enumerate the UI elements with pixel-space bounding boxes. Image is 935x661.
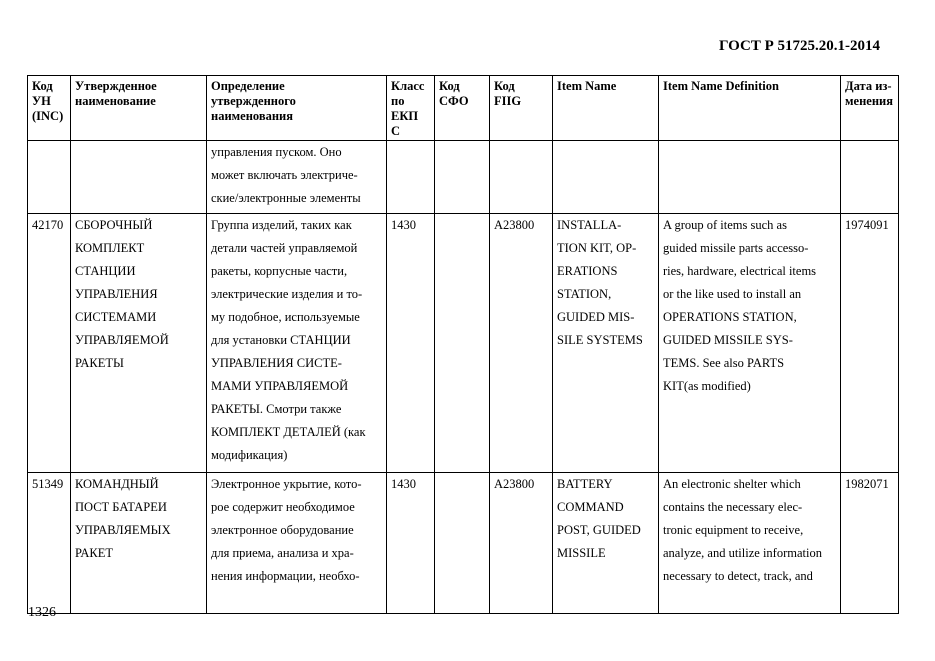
cell-line: УПРАВЛЯЕМОЙ xyxy=(75,333,169,347)
cell-line: КОМПЛЕКТ ДЕТАЛЕЙ (как xyxy=(211,425,366,439)
col-header xyxy=(841,76,899,141)
header-line: Item Name xyxy=(557,79,617,93)
cell-line: ries, hardware, electrical items xyxy=(663,264,817,278)
header-line: Дата из- xyxy=(845,79,892,93)
cell-line: TION KIT, OP- xyxy=(557,241,637,255)
cell-line: 1430 xyxy=(391,218,416,232)
cell-line: TEMS. See also PARTS xyxy=(663,356,785,370)
header-line: Item Name Definition xyxy=(663,79,779,93)
table-cell xyxy=(28,473,71,614)
cell-line: РАКЕТ xyxy=(75,546,113,560)
col-header xyxy=(490,76,553,141)
header-line: по xyxy=(391,94,405,108)
cell-line: СИСТЕМАМИ xyxy=(75,310,157,324)
table-cell xyxy=(490,214,553,473)
header-line: ЕКП xyxy=(391,109,419,123)
cell-line: An electronic shelter which xyxy=(663,477,801,491)
header-line: утвержденного xyxy=(211,94,296,108)
cell-line: STATION, xyxy=(557,287,612,301)
col-header xyxy=(659,76,841,141)
cell-line: OPERATIONS STATION, xyxy=(663,310,797,324)
table-row xyxy=(28,214,899,473)
table-cell xyxy=(28,214,71,473)
table-cell xyxy=(841,141,899,214)
table-cell xyxy=(435,214,490,473)
header-line: Класс xyxy=(391,79,425,93)
cell-line: GUIDED MISSILE SYS- xyxy=(663,333,793,347)
table-row xyxy=(28,473,899,614)
col-header xyxy=(435,76,490,141)
cell-line: 51349 xyxy=(32,477,64,491)
header-line: менения xyxy=(845,94,893,108)
table-cell xyxy=(387,473,435,614)
cell-line: РАКЕТЫ xyxy=(75,356,124,370)
cell-line: му подобное, используемые xyxy=(211,310,360,324)
header-line: Утвержденное xyxy=(75,79,157,93)
cell-line: MISSILE xyxy=(557,546,606,560)
table-cell xyxy=(387,141,435,214)
cell-line: ERATIONS xyxy=(557,264,618,278)
cell-line: для установки СТАНЦИИ xyxy=(211,333,351,347)
table-cell xyxy=(553,214,659,473)
table-cell xyxy=(71,473,207,614)
table-cell xyxy=(659,214,841,473)
cell-line: детали частей управляемой xyxy=(211,241,358,255)
cell-line: guided missile parts accesso- xyxy=(663,241,809,255)
cell-line: BATTERY xyxy=(557,477,613,491)
header-line: (INC) xyxy=(32,109,64,123)
col-header xyxy=(207,76,387,141)
header-line: Код xyxy=(439,79,460,93)
table-cell xyxy=(490,473,553,614)
table-cell xyxy=(659,141,841,214)
table-cell xyxy=(435,141,490,214)
cell-line: нения информации, необхо- xyxy=(211,569,360,583)
cell-line: СБОРОЧНЫЙ xyxy=(75,218,153,232)
cell-line: 1982071 xyxy=(845,477,889,491)
cell-line: Электронное укрытие, кото- xyxy=(211,477,362,491)
col-header xyxy=(553,76,659,141)
cell-line: Группа изделий, таких как xyxy=(211,218,352,232)
col-header xyxy=(71,76,207,141)
table-cell xyxy=(387,214,435,473)
cell-line: электронное оборудование xyxy=(211,523,354,537)
col-header xyxy=(28,76,71,141)
table-cell xyxy=(71,214,207,473)
cell-line: KIT(as modified) xyxy=(663,379,751,393)
standard-code: ГОСТ Р 51725.20.1-2014 xyxy=(719,38,881,54)
cell-line: МАМИ УПРАВЛЯЕМОЙ xyxy=(211,379,349,393)
cell-line: SILE SYSTEMS xyxy=(557,333,643,347)
cell-line: A23800 xyxy=(494,218,535,232)
header-line: СФО xyxy=(439,94,469,108)
cell-line: necessary to detect, track, and xyxy=(663,569,813,583)
cell-line: INSTALLA- xyxy=(557,218,622,232)
cell-line: analyze, and utilize information xyxy=(663,546,822,560)
col-header xyxy=(387,76,435,141)
cell-line: УПРАВЛЕНИЯ СИСТЕ- xyxy=(211,356,342,370)
cell-line: A group of items such as xyxy=(663,218,787,232)
table-cell xyxy=(207,141,387,214)
cell-line: УПРАВЛЯЕМЫХ xyxy=(75,523,171,537)
cell-line: or the like used to install an xyxy=(663,287,802,301)
cell-line: COMMAND xyxy=(557,500,624,514)
table-cell xyxy=(659,473,841,614)
cell-line: POST, GUIDED xyxy=(557,523,641,537)
cell-line: tronic equipment to receive, xyxy=(663,523,804,537)
cell-line: управления пуском. Оно xyxy=(211,145,342,159)
table-cell xyxy=(207,214,387,473)
cell-line: 1974091 xyxy=(845,218,889,232)
cell-line: A23800 xyxy=(494,477,535,491)
table-cell xyxy=(553,141,659,214)
header-row xyxy=(28,76,899,141)
header-line: Код xyxy=(32,79,53,93)
header-line: наименование xyxy=(75,94,156,108)
table-cell xyxy=(435,473,490,614)
header-line: Определение xyxy=(211,79,285,93)
cell-line: может включать электриче- xyxy=(211,168,358,182)
table-cell xyxy=(841,214,899,473)
cell-line: электрические изделия и то- xyxy=(211,287,363,301)
header-line: Код xyxy=(494,79,515,93)
table-cell xyxy=(207,473,387,614)
cell-line: contains the necessary elec- xyxy=(663,500,803,514)
header-line: наименования xyxy=(211,109,294,123)
cell-line: УПРАВЛЕНИЯ xyxy=(75,287,158,301)
table-cell xyxy=(841,473,899,614)
cell-line: для приема, анализа и хра- xyxy=(211,546,354,560)
table-cell xyxy=(490,141,553,214)
cell-line: ские/электронные элементы xyxy=(211,191,361,205)
header-line: УН xyxy=(32,94,51,108)
table-cell xyxy=(71,141,207,214)
cell-line: ракеты, корпусные части, xyxy=(211,264,348,278)
table-cell xyxy=(553,473,659,614)
cell-line: ПОСТ БАТАРЕИ xyxy=(75,500,167,514)
table-row xyxy=(28,141,899,214)
page-number: 1326 xyxy=(28,605,56,620)
cell-line: КОМАНДНЫЙ xyxy=(75,477,159,491)
cell-line: СТАНЦИИ xyxy=(75,264,136,278)
cell-line: 42170 xyxy=(32,218,64,232)
catalog-table xyxy=(27,75,899,614)
cell-line: 1430 xyxy=(391,477,416,491)
cell-line: модификация) xyxy=(211,448,288,462)
header-line: FIIG xyxy=(494,94,522,108)
cell-line: РАКЕТЫ. Смотри также xyxy=(211,402,342,416)
cell-line: КОМПЛЕКТ xyxy=(75,241,145,255)
table-cell xyxy=(28,141,71,214)
header-line: С xyxy=(391,124,401,138)
cell-line: рое содержит необходимое xyxy=(211,500,355,514)
cell-line: GUIDED MIS- xyxy=(557,310,635,324)
